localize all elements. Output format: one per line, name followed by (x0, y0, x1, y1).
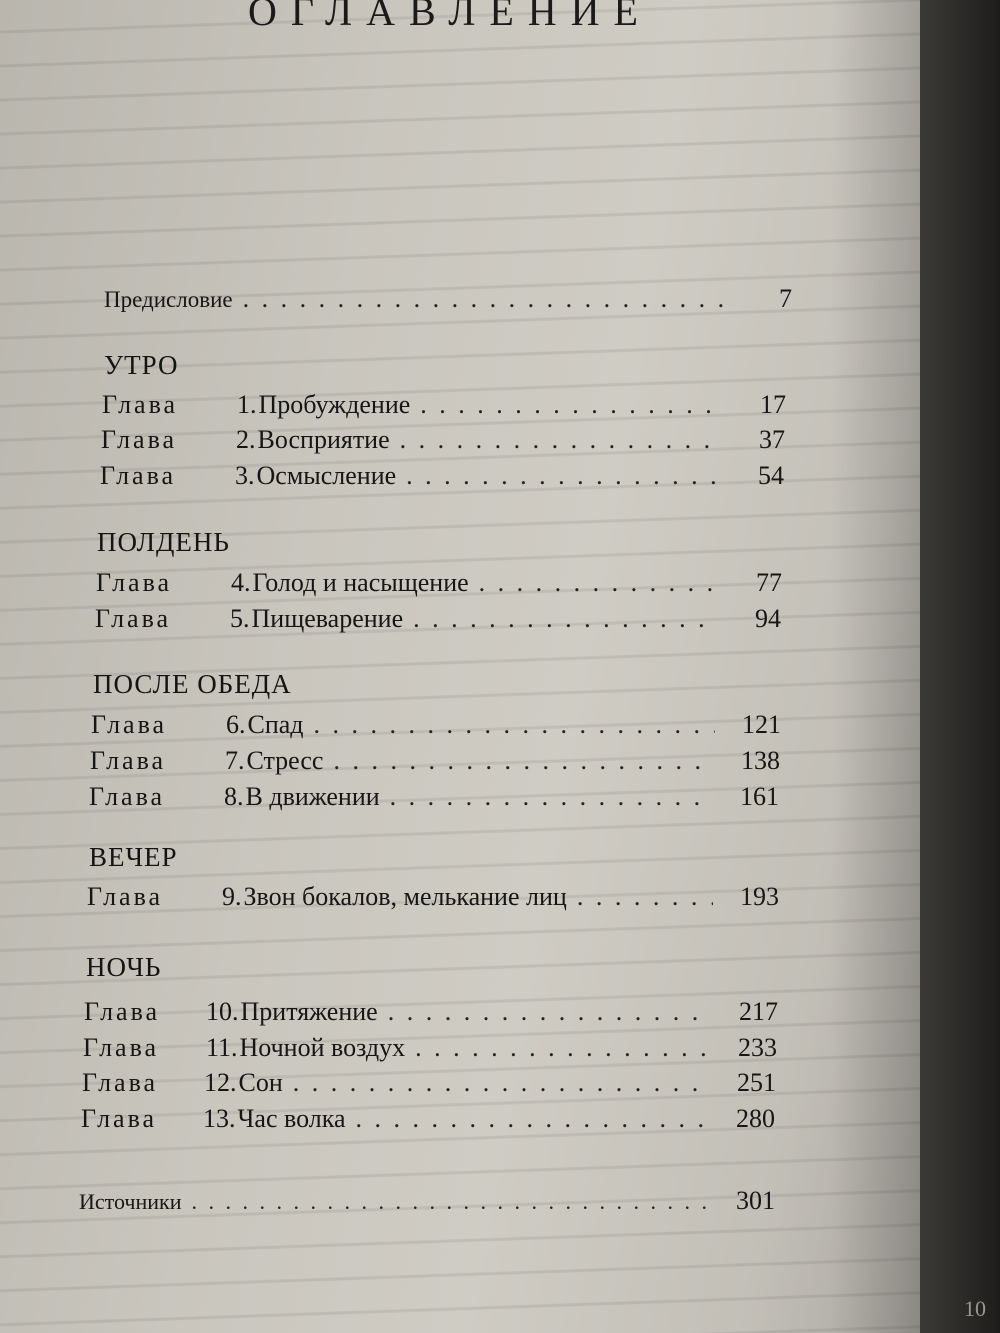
entry-title: Источники (79, 1189, 182, 1214)
dot-leader (577, 882, 713, 912)
toc-heading: ОГЛАВЛЕНИЕ (248, 0, 652, 34)
chapter-page: 251 (737, 1068, 776, 1097)
toc-entry: Глава 2 . Восприятие . . . 37 (101, 425, 785, 455)
chapter-label: Глава (84, 997, 161, 1026)
chapter-label: Глава (100, 461, 177, 490)
chapter-label: Глава (101, 425, 178, 454)
chapter-title: Голод и насыщение (252, 568, 469, 597)
dot-leader (479, 568, 716, 598)
chapter-number: 4 (231, 568, 244, 597)
chapter-number: 8 (224, 782, 237, 811)
chapter-title: Пищеварение (251, 604, 404, 633)
dot-leader (400, 425, 719, 455)
next-page-edge (920, 0, 1000, 1333)
chapter-number: 13 (203, 1104, 229, 1133)
section-heading: ПОЛДЕНЬ (97, 527, 230, 557)
chapter-label: Глава (89, 782, 166, 811)
chapter-page: 54 (758, 461, 784, 490)
chapter-label: Глава (82, 1068, 159, 1097)
chapter-number: 12 (204, 1068, 230, 1097)
chapter-number: 3 (235, 461, 248, 490)
chapter-page: 77 (756, 568, 782, 597)
chapter-number: 2 (236, 425, 249, 454)
toc-entry: Глава 4 . Голод и насыщение . . . 77 (96, 568, 782, 598)
edge-page-number: 10 (964, 1296, 986, 1321)
dot-leader (314, 710, 715, 740)
chapter-number: 11 (205, 1033, 231, 1062)
chapter-title: Звон бокалов, мелькание лиц (243, 882, 567, 911)
toc-entry: Глава 10 . Притяжение . . . 217 (84, 997, 778, 1027)
toc-entry: Глава 13 . Час волка . . . 280 (81, 1104, 775, 1134)
chapter-label: Глава (90, 746, 167, 775)
chapter-page: 161 (740, 782, 779, 811)
chapter-label: Глава (81, 1104, 158, 1133)
dot-leader (413, 604, 715, 634)
chapter-label: Глава (91, 710, 168, 739)
toc-entry: Глава 9 . Звон бокалов, мелькание лиц . . . 193 (87, 882, 779, 912)
toc-entry: Глава 12 . Сон . . . 251 (82, 1068, 776, 1098)
toc-entry-sources (79, 1186, 775, 1216)
dot-leader (191, 1189, 709, 1215)
dot-leader (420, 390, 720, 420)
chapter-page: 217 (739, 997, 778, 1026)
chapter-label: Глава (87, 882, 164, 911)
chapter-title: Сон (238, 1068, 283, 1097)
toc-entry-preface (104, 284, 792, 314)
section-heading: НОЧЬ (86, 952, 162, 982)
chapter-title: Спад (247, 710, 304, 739)
chapter-title: Ночной воздух (239, 1033, 406, 1062)
dot-leader (356, 1104, 710, 1134)
toc-entry: Глава 6 . Спад . . . 121 (91, 710, 781, 740)
section-heading: ПОСЛЕ ОБЕДА (93, 669, 292, 699)
chapter-title: Осмысление (256, 461, 397, 490)
chapter-number: 6 (226, 710, 239, 739)
section-heading: ВЕЧЕР (89, 842, 178, 872)
dot-leader (390, 782, 713, 812)
dot-leader (415, 1033, 711, 1063)
chapter-page: 121 (742, 710, 781, 739)
chapter-title: Притяжение (240, 997, 378, 1026)
entry-page: 301 (736, 1186, 775, 1215)
entry-title: Предисловие (104, 287, 233, 312)
chapter-page: 17 (760, 390, 786, 419)
chapter-page: 94 (755, 604, 781, 633)
chapter-title: Восприятие (257, 425, 390, 454)
chapter-label: Глава (102, 390, 179, 419)
chapter-number: 1 (237, 390, 250, 419)
chapter-title: В движении (245, 782, 380, 811)
chapter-page: 280 (736, 1104, 775, 1133)
chapter-title: Стресс (246, 746, 324, 775)
chapter-title: Час волка (237, 1104, 346, 1133)
dot-leader (388, 997, 712, 1027)
chapter-page: 233 (738, 1033, 777, 1062)
dot-leader (293, 1068, 710, 1098)
chapter-number: 7 (225, 746, 238, 775)
chapter-title: Пробуждение (258, 390, 411, 419)
chapter-number: 5 (230, 604, 243, 633)
toc-entry: Глава 11 . Ночной воздух . . . 233 (83, 1033, 777, 1063)
entry-page: 7 (779, 284, 792, 313)
toc-entry: Глава 8 . В движении . . . 161 (89, 782, 779, 812)
chapter-number: 9 (222, 882, 235, 911)
chapter-number: 10 (206, 997, 232, 1026)
dot-leader (406, 461, 718, 491)
chapter-page: 37 (759, 425, 785, 454)
toc-entry: Глава 5 . Пищеварение . . . 94 (95, 604, 781, 634)
chapter-label: Глава (96, 568, 173, 597)
chapter-label: Глава (83, 1033, 160, 1062)
toc-entry: Глава 7 . Стресс . . . 138 (90, 746, 780, 776)
dot-leader (243, 284, 726, 314)
chapter-label: Глава (95, 604, 172, 633)
page-curve-shadow (830, 0, 920, 1333)
dot-leader (333, 746, 714, 776)
section-heading: УТРО (104, 350, 179, 380)
chapter-page: 138 (741, 746, 780, 775)
chapter-page: 193 (740, 882, 779, 911)
toc-entry: Глава 3 . Осмысление . . . 54 (100, 461, 784, 491)
toc-entry: Глава 1 . Пробуждение . . . 17 (102, 390, 786, 420)
